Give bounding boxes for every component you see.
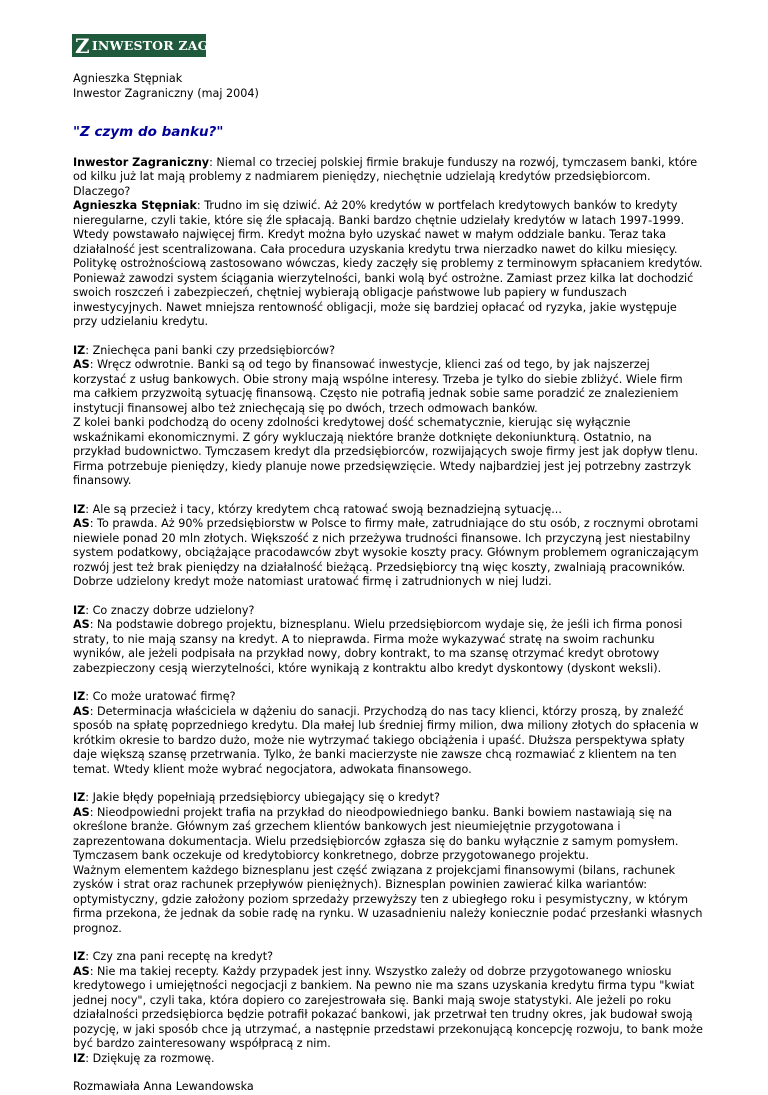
dialogue-turn xyxy=(73,690,703,705)
dialogue-text: : Determinacja właściciela w dążeniu do sanacji. Przychodzą do nas tacy klienci, którzy proszą, by znaleźć sposób na spłatę poprzedniego kredytu. Dla małej lub średniej firmy milion, dwa miliony złotych do spłacenia w krótkim okresie to bardzo dużo, może nie wytrzymać takiego obciążenia i upaść. Dłuższa perspektywa spłaty daje większą szansę przetrwania. Tylko, że banki macierzyste nie zawsze chcą rozmawiać z klientem na ten temat. Wtedy klient może wybrać negocjatora, adwokata finansowego. xyxy=(73,704,699,776)
qa-block xyxy=(73,791,703,936)
dialogue-text: : Co znaczy dobrze udzielony? xyxy=(85,603,255,617)
speaker-label: Inwestor Zagraniczny xyxy=(73,155,210,169)
dialogue-turn xyxy=(73,791,703,806)
dialogue-turn xyxy=(73,199,703,330)
dialogue-turn xyxy=(73,604,703,619)
dialogue-turn xyxy=(73,156,703,200)
speaker-label: IZ xyxy=(73,950,86,963)
dialogue-turn xyxy=(73,950,703,965)
speaker-label: IZ xyxy=(73,603,86,617)
dialogue-turn xyxy=(73,358,703,489)
speaker-label: IZ xyxy=(73,502,86,516)
byline xyxy=(73,72,703,101)
dialogue-turn xyxy=(73,503,703,518)
dialogue-text: : Niemal co trzeciej polskiej firmie brakuje funduszy na rozwój, tymczasem banki, które od kilku już lat mają problemy z nadmiarem pieniędzy, niechętnie udzielają kredytów przedsiębiorcom. Dlaczego? xyxy=(73,155,698,198)
speaker-label: IZ xyxy=(73,690,86,703)
author-name: Agnieszka Stępniak xyxy=(73,72,183,85)
qa-block xyxy=(73,690,703,777)
dialogue-turn xyxy=(73,618,703,676)
speaker-label: AS xyxy=(73,358,90,371)
speaker-label: IZ xyxy=(73,343,86,357)
logo-text: INWESTOR ZAGRANICZNY xyxy=(91,38,287,53)
qa-block xyxy=(73,344,703,489)
dialogue-text: : Czy zna pani receptę na kredyt? xyxy=(85,950,274,963)
qa-block xyxy=(73,156,703,330)
interview-body xyxy=(73,156,703,1067)
qa-block xyxy=(73,604,703,677)
dialogue-text: : To prawda. Aż 90% przedsiębiorstw w Polsce to firmy małe, zatrudniające do stu osób, z rocznymi obrotami niewiele ponad 20 mln złotych. Większość z nich przeżywa trudności finansowe. Ich przyczyną jest niestabilny system podatkowy, obciążające pracodawców zbyt wysokie koszty pracy. Głównym problemem ograniczającym rozwój jest też brak pieniędzy na działalność bieżącą. Przedsiębiorcy tną więc koszty, zwalniają pracowników. Dobrze udzielony kredyt może natomiast uratować firmę i zatrudnionych w niej ludzi. xyxy=(73,517,699,588)
dialogue-text: : Na podstawie dobrego projektu, biznesplanu. Wielu przedsiębiorcom wydaje się, że jeśli ich firma ponosi straty, to nie mają szansy na kredyt. A to nieprawda. Firma może wykazywać stratę na swoim rachunku wyników, ale jeżeli podpisała na przykład nowy, dobry kontrakt, to ma szansę otrzymać kredyt obrotowy zabezpieczony cesją wierzytelności, które wynikają z kontraktu albo kredyt dyskontowy (dyskont weksli). xyxy=(73,618,683,675)
dialogue-text: : Nie ma takiej recepty. Każdy przypadek jest inny. Wszystko zależy od dobrze przygotowanego wniosku kredytowego i umiejętności negocjacji z bankiem. Na pewno nie ma szans uzyskania kredytu firma typu "kwiat jednej nocy", czyli taka, która dopiero co zarejestrowała się. Banki mają swoje statystyki. Ale jeżeli po roku działalności przedsiębiorca będzie potrafił pokazać bankowi, jak przetrwał ten trudny okres, jak budował swoją pozycję, w jaki sposób chce ją utrzymać, a następnie przedstawi przekonującą koncepcję rozwoju, to bank może być bardzo zainteresowany współpracą z nim. xyxy=(73,964,703,1050)
dialogue-turn xyxy=(73,705,703,778)
qa-block xyxy=(73,950,703,1066)
source-line: Inwestor Zagraniczny (maj 2004) xyxy=(73,86,259,100)
dialogue-turn xyxy=(73,344,703,359)
dialogue-text: : Wręcz odwrotnie. Banki są od tego by finansować inwestycje, klienci zaś od tego, by jak najszerzej korzystać z usług bankowych. Obie strony mają wspólne interesy. Trzeba je tylko do siebie zbliżyć. Wiele firm ma całkiem przyzwoitą sytuację finansową. Często nie potrafią jednak sobie same poradzić ze znalezieniem instytucji finansowej albo też zniechęcają się po dwóch, trzech odmowach banków. Z kolei banki podchodzą do oceny zdolności kredytowej dość schematycznie, kierując się wyłącznie wskaźnikami ekonomicznymi. Z góry wykluczają niektóre branże dotknięte dekoniunkturą. Ostatnio, na przykład budownictwo. Tymczasem kredyt dla przedsiębiorców, rozwijających swoje firmy jest jak dopływ tlenu. Firma potrzebuje pieniędzy, kiedy planuje nowe przedsięwzięcie. Wtedy najbardziej jest jej potrzebny zastrzyk finansowy. xyxy=(73,358,699,487)
speaker-label: AS xyxy=(73,618,90,631)
publisher-logo xyxy=(72,33,287,58)
qa-block xyxy=(73,503,703,590)
logo-mark: Z xyxy=(75,33,90,58)
dialogue-text: : Co może uratować firmę? xyxy=(85,690,236,703)
dialogue-turn xyxy=(73,806,703,937)
dialogue-turn xyxy=(73,965,703,1052)
dialogue-text: : Trudno im się dziwić. Aż 20% kredytów w portfelach kredytowych banków to kredyty nieregularne, czyli takie, które się źle spłacają. Banki bardzo chętnie udzielały kredytów w latach 1997-1999. Wtedy powstawało najwięcej firm. Kredyt można było uzyskać nawet w małym oddziale banku. Teraz taka działalność jest scentralizowana. Cała procedura uzyskania kredytu trwa nierzadko nawet do kilku miesięcy. Politykę ostrożnościową zastosowano wówczas, kiedy zaczęły się problemy z terminowym spłacaniem kredytów. Ponieważ zawodzi system ściągania wierzytelności, banki wolą być ostrożne. Zamiast przez kilka lat dochodzić swoich roszczeń i zabezpieczeń, chętniej wybierają obligacje państwowe lub papiery w funduszach inwestycyjnych. Nawet mniejsza rentowność obligacji, może się bardziej opłacać od ryzyka, jakie występuje przy udzielaniu kredytu. xyxy=(73,199,703,328)
interviewer-credit: Rozmawiała Anna Lewandowska xyxy=(73,1080,254,1093)
speaker-label: Agnieszka Stępniak xyxy=(73,199,197,212)
dialogue-text: : Nieodpowiedni projekt trafia na przykład do nieodpowiedniego banku. Banki bowiem nastawiają się na określone branże. Głównym zaś grzechem klientów bankowych jest nieumiejętnie przygotowana i zaprezentowana dokumentacja. Wielu przedsiębiorców zgłasza się do banku wyłącznie z samym pomysłem. Tymczasem bank oczekuje od kredytobiorcy konkretnego, dobrze przygotowanego projektu. Ważnym elementem każdego biznesplanu jest część związana z projekcjami finansowymi (bilans, rachunek zysków i strat oraz rachunek przepływów pieniężnych). Biznesplan powinien zawierać kilka wariantów: optymistyczny, gdzie założony poziom sprzedaży przewyższy ten z ubiegłego roku i pesymistyczny, w którym firma przekona, że jednak da sobie radę na rynku. W uzasadnieniu należy koniecznie podać przesłanki własnych prognoz. xyxy=(73,805,703,935)
speaker-label: AS xyxy=(73,704,90,718)
dialogue-text: : Jakie błędy popełniają przedsiębiorcy ubiegający się o kredyt? xyxy=(85,791,440,804)
speaker-label: IZ xyxy=(73,791,86,804)
speaker-label: AS xyxy=(73,517,90,530)
speaker-label: AS xyxy=(73,964,90,978)
dialogue-text: : Dziękuję za rozmowę. xyxy=(85,1051,215,1065)
dialogue-turn xyxy=(73,1052,703,1067)
dialogue-turn xyxy=(73,517,703,590)
article xyxy=(73,72,703,1095)
article-title: "Z czym do banku?" xyxy=(73,124,224,140)
dialogue-text: : Zniechęca pani banki czy przedsiębiorców? xyxy=(85,343,336,357)
speaker-label: AS xyxy=(73,805,90,819)
dialogue-text: : Ale są przecież i tacy, którzy kredytem chcą ratować swoją beznadziejną sytuację... xyxy=(85,502,562,516)
speaker-label: IZ xyxy=(73,1051,86,1065)
